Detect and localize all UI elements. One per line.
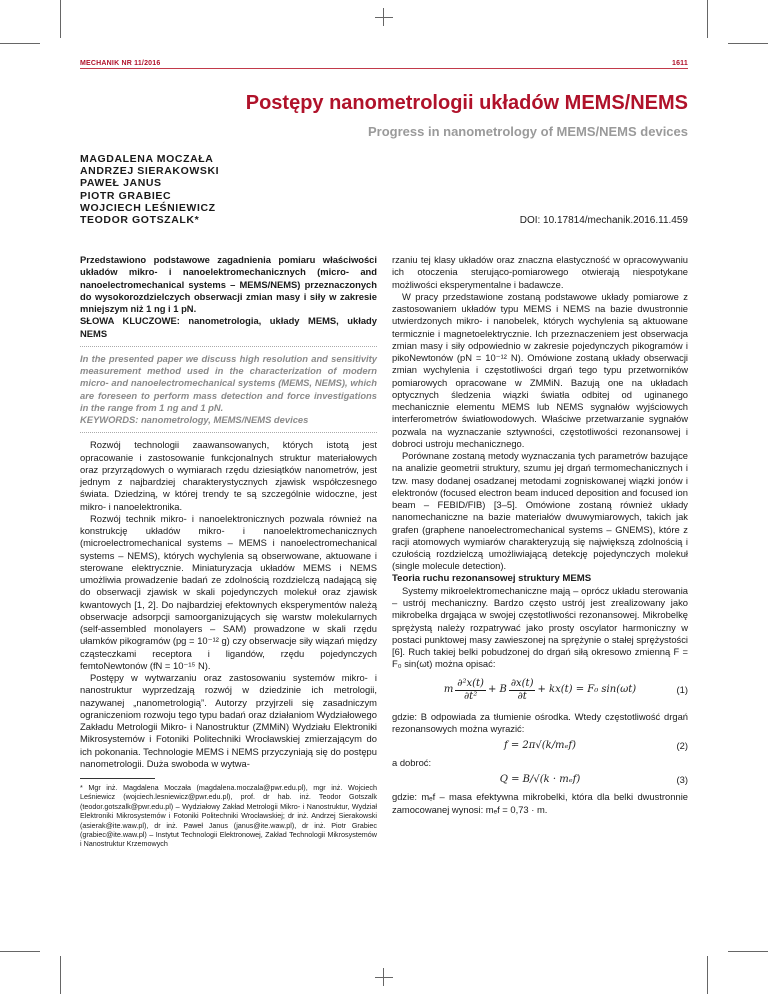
journal-header: MECHANIK NR 11/2016 [80,60,161,67]
abstract-en: In the presented paper we discuss high resolution and sensitivity measurement method used in the characterization of modern micro- and nanoelectromechanical systems (MEMS, NEMS), which are foreseen to perform mass detection and force investigations in the range from 1 ng and 1 pN. [80,352,377,413]
author: ANDRZEJ SIERAKOWSKI [80,165,220,178]
paragraph: rzaniu tej klasy układów oraz znaczna elastyczność w opracowywaniu ich otoczenia sterująco-pomiarowego otwierają niespotykane możliwości eksperymentalne i badawcze. [392,254,688,290]
paragraph: gdzie: mₑf – masa efektywna mikrobelki, która dla belki dwustronnie zamocowanej wynosi: mₑf = 0,73 · m. [392,791,688,815]
doi: DOI: 10.17814/mechanik.2016.11.459 [519,215,688,226]
author: PAWEŁ JANUS [80,177,162,190]
eq-fraction: $\frac{\partial x(t)}{\partial t}$ [510,677,534,702]
footnote-rule [80,778,155,779]
equation-3 [392,769,688,791]
crop-mark [707,956,708,994]
abstract-pl: Przedstawiono podstawowe zagadnienia pomiaru właściwości układów mikro- i nanoelektromechanicznych (micro- and nanoelectromechanical systems – MEMS/NEMS) przeznaczonych do wysokorozdzielczych obserwacji zmian masy i siły w zakresie mniejszym niż 1 ng i 1 pN. [80,254,377,314]
equation-1 [392,671,688,711]
keywords-pl: SŁOWA KLUCZOWE: nanometrologia, układy MEMS, układy NEMS [80,315,377,339]
crop-mark [375,977,393,978]
crop-mark [728,951,768,952]
right-column [392,254,688,816]
author-list [80,153,219,226]
eq-text: f = 2π√(k/mₑf) [503,739,577,751]
equation-2 [392,735,688,757]
crop-mark [728,43,768,44]
paragraph: W pracy przedstawione zostaną podstawowe układy pomiarowe z zastosowaniem układów typu MEMS i NEMS na bazie dwustronnie utwierdzonych mikro- i nanobelek, których wychylenia są aktuowane termicznie i magnetoelektrycznie. Ich przeznaczeniem jest obserwacja zmian masy i siły odpowiednio w zakresie pojedynczych pikogramów i pikoNewtonów (pN = 10⁻¹² N). Omówione zostaną układy obserwacji zmian wychylenia i częstotliwości drgań tego typu przetworników pomiarowych opracowane w ZMMiN. Bazują one na układach optycznych śledzenia wiązki światła odbitej od uginanego mechanicznie elementu MEMS lub NEMS sygnałów wyjściowych interferometrów światłowodowych. Właściwe przetwarzanie sygnałów pozwala na wyznaczanie sztywności, częstotliwości rezonansowej i dobroci ustroju mechanicznego. [392,290,688,449]
paragraph: Systemy mikroelektromechaniczne mają – oprócz układu sterowania – ustrój mechaniczny. Bardzo często ustrój jest zrealizowany jako mikrobelka drgająca w swojej częstotliwości rezonansowej. Mikrobelkę sprężystą należy rozpatrywać jako prosty oscylator harmoniczny w postaci punktowej masy zawieszonej na sprężynie o stałej sprężystości [6]. Ruch takiej belki pobudzonej do drgań siłą okresowo zmienną F = F₀ sin(ωt) można opisać: [392,584,688,670]
page-number: 1611 [672,60,688,67]
eq-symbol: + B [487,684,507,696]
equation-number: (3) [676,774,688,786]
paragraph: Rozwój technik mikro- i nanoelektronicznych pozwala również na konstrukcję układów mikro- i nanoelektromechanicznych (microelectromechanical systems – MEMS i nanoelectromechanical systems – NEMS), których wychylenia są obserwowane, aktuowane i sterowane elektrycznie. Miniaturyzacja układów MEMS i NEMS umożliwia prowadzenie badań ze zdolnością rozdzielczą nadającą się do obserwacji zjawisk w skali pojedynczych molekuł oraz zjawisk kwantowych [1, 2]. Do najbardziej efektownych eksperymentów należą obserwacje adsorpcji samoorganizujących się warstw molekularnych (self-assembled monolayers – SAM) prowadzone w skali rzędu ułamków pikogramów (pg = 10⁻¹² g) czy obserwacje siły wiązań między cząsteczkami receptora i ligandów, rzędu pojedynczych femtoNewtonów (fN = 10⁻¹⁵ N). [80,512,377,671]
abstract-separator [80,346,377,347]
keywords-en: KEYWORDS: nanometrology, MEMS/NEMS devices [80,414,309,425]
paragraph: Postępy w wytwarzaniu oraz zastosowaniu systemów mikro- i nanostruktur wyprzedzają rozwój w dziedzinie ich metrologii, nazywanej „nanometrologią”. Autorzy przyjrzeli się zasadniczym ograniczeniom rozwoju tego typu badań oraz działaniom Wydziałowego Zakładu Metrologii Mikro- i Nanostruktur (ZMMiN) Wydziału Elektroniki Mikrosystemów i Fotoniki Politechniki Wrocławskiej zmierzającym do ich pokonania. Technologie MEMS i NEMS przyczyniają się do postępu nanometrologii. Duża swoboda w wytwa- [80,672,377,769]
equation-number: (1) [676,684,688,696]
eq-symbol: + kx(t) = F₀ sin(ωt) [537,684,637,696]
eq-symbol: m [443,684,454,696]
header-rule [80,68,688,69]
crop-mark [60,956,61,994]
abstract-separator [80,432,377,433]
author: PIOTR GRABIEC [80,189,172,202]
equation-number: (2) [676,739,688,751]
paragraph: Porównane zostaną metody wyznaczania tych parametrów bazujące na analizie geometrii struktury, szumu jej drgań termomechanicznych i tzw. masy dodanej osadzanej metodami zogniskowanej wiązki jonów i elektronów (focused electron beam induced deposition and focused ion beam – FEBID/FIB) [3–5]. Omówione zostaną również układy nanomechaniczne na bazie materiałów dwuwymiarowych, takich jak grafen (graphene nanoelectromechanical systems – GNEMS), które z racji atomowych wymiarów charakteryzują się największą zdolnością i czułością rozdzielczą umożliwiającą detekcję pojedynczych molekuł (single molecule detection). [392,450,688,572]
crop-mark [375,17,393,18]
author: WOJCIECH LEŚNIEWICZ [80,201,216,214]
article-title: Postępy nanometrologii układów MEMS/NEMS [245,92,688,114]
paragraph: gdzie: B odpowiada za tłumienie ośrodka. Wtedy częstotliwość drgań rezonansowych można wyrazić: [392,710,688,734]
crop-mark [60,0,61,38]
crop-mark [0,43,40,44]
author: TEODOR GOTSZALK* [80,214,200,227]
section-heading: Teoria ruchu rezonansowej struktury MEMS [392,572,592,584]
crop-mark [0,951,40,952]
paragraph: Rozwój technologii zaawansowanych, których istotą jest opracowanie i zastosowanie funkcjonalnych struktur materiałowych oraz przyrządowych o wymiarach rzędu dziesiątków nanometrów, jest jednym z najbardziej charakterystycznych zjawisk współczesnego świata. Dziedziną, w której trendy te są szczególnie widoczne, jest mikro- i nanoelektronika. [80,439,377,512]
eq-fraction: $\frac{\text{∂²x(t)}}{\text{∂t²}}$ [457,677,484,702]
eq-text: Q = B/√(k · mₑf) [499,774,581,786]
article-subtitle: Progress in nanometrology of MEMS/NEMS devices [367,124,688,139]
footnote: * Mgr inż. Magdalena Moczała (magdalena.moczala@pwr.edu.pl), mgr inż. Wojciech Leśniewicz (wojciech.lesniewicz@pwr.edu.pl), prof. dr hab. inż. Teodor Gotszalk (teodor.gotszalk@pwr.edu.pl) – Wydziałowy Zakład Metrologii Mikro- i Nanostruktur, Wydział Elektroniki Mikrosystemów i Fotoniki Politechniki Wrocławskiej; dr inż. Andrzej Sierakowski (asierak@ite.waw.pl), dr inż. Paweł Janus (janus@ite.waw.pl), dr inż. Piotr Grabiec (grabiec@ite.waw.pl) – Instytut Technologii Elektronowej, Zakład Technologii Mikrosystemów i Nanostruktur Krzemowych [80,783,377,849]
author: MAGDALENA MOCZAŁA [80,153,214,165]
crop-mark [707,0,708,38]
paragraph: a dobroć: [392,757,432,768]
left-column [80,254,377,849]
